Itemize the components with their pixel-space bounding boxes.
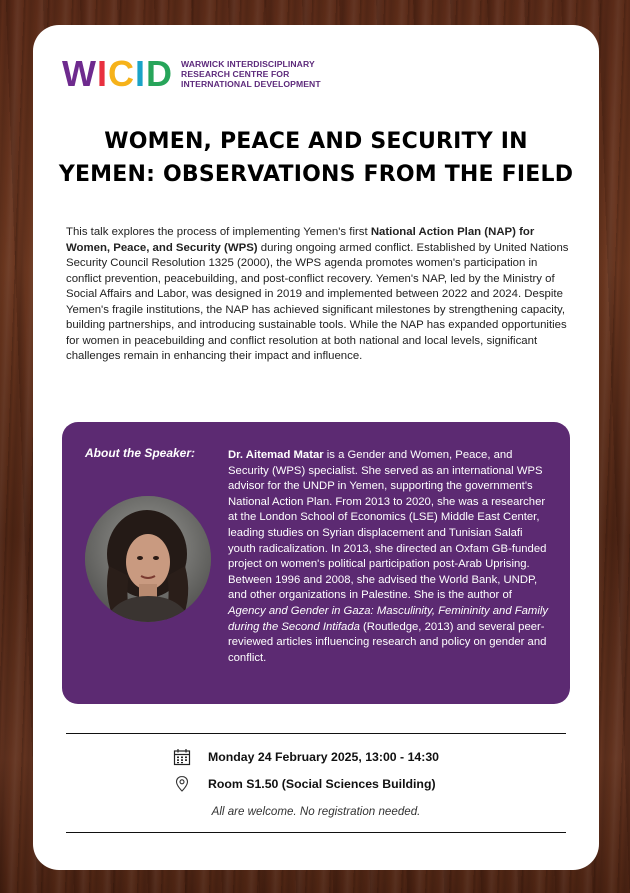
abstract-highlight: National Action Plan (NAP) for Women, Peace, and Security (WPS): [66, 226, 535, 254]
event-title: [33, 125, 599, 191]
event-datetime-row: [173, 748, 439, 766]
wicid-logo: [62, 53, 321, 94]
event-poster-card: [33, 25, 599, 870]
book-title: Agency and Gender in Gaza: Masculinity, Femininity and Family during the Second Intifada: [228, 604, 549, 633]
abstract-text: This talk explores the process of implementing Yemen's first: [66, 226, 371, 238]
location-pin-icon: [173, 775, 191, 793]
speaker-label: About the Speaker:: [85, 446, 196, 460]
event-location-row: [173, 775, 436, 793]
logo-letter: W: [62, 53, 97, 94]
wicid-logo-mark: [62, 53, 174, 94]
speaker-section: [62, 422, 570, 704]
divider-top: [66, 733, 566, 734]
title-line-1: WOMEN, PEACE AND SECURITY IN: [104, 129, 528, 154]
logo-letter: D: [146, 53, 174, 94]
registration-note: All are welcome. No registration needed.: [211, 805, 421, 818]
logo-org-name: [181, 59, 321, 90]
logo-line: INTERNATIONAL DEVELOPMENT: [181, 79, 321, 90]
logo-line: WARWICK INTERDISCIPLINARY: [181, 58, 315, 69]
logo-letter: I: [135, 53, 147, 94]
logo-letter: C: [108, 53, 135, 94]
abstract-text: during ongoing armed conflict. Established by United Nations Security Council Resolution 1325 (2000), the WPS agenda promotes women's participation in conflict prevention, peacebuilding, and post-conflict recovery. Yemen's NAP, led by the Ministry of Social Affairs and Labor, was designed in 2019 and implemented between 2022 and 2024. Despite Yemen's fragile institutions, the NAP has achieved significant milestones by strengthening capacity, building partnerships, and introducing sustainable tools. While the NAP has expanded opportunities for women in peacebuilding and conflict resolution at both national and local levels, significant challenges remain in enhancing their impact and influence.: [66, 241, 569, 362]
logo-letter: I: [96, 53, 108, 94]
speaker-bio: [228, 448, 548, 666]
divider-bottom: [66, 832, 566, 833]
event-datetime: Monday 24 February 2025, 13:00 - 14:30: [208, 750, 440, 764]
logo-line: RESEARCH CENTRE FOR: [181, 68, 290, 79]
speaker-photo: [85, 496, 211, 622]
title-line-2: YEMEN: OBSERVATIONS FROM THE FIELD: [58, 162, 574, 187]
event-location: Room S1.50 (Social Sciences Building): [208, 777, 436, 791]
bio-text: is a Gender and Women, Peace, and Security (WPS) specialist. She served as an international WPS advisor for the UNDP in Yemen, supporting the government's National Action Plan. From 2013 to 2020, she was a researcher at the London School of Economics (LSE) Middle East Center, leading studies on Syrian displacement and Tunisian Salafi youth radicalization. In 2013, she directed an Oxfam GB-funded project on women's political participation post-Arab Uprising. Between 1996 and 2008, she advised the World Bank, UNDP, and other organizations in Palestine. She is the author of: [228, 449, 547, 602]
calendar-icon: [173, 748, 191, 766]
event-abstract: [66, 225, 574, 365]
bio-text: (Routledge, 2013) and several peer-reviewed articles influencing research and policy on gender and conflict.: [228, 620, 547, 664]
speaker-name: Dr. Aitemad Matar: [228, 449, 324, 461]
